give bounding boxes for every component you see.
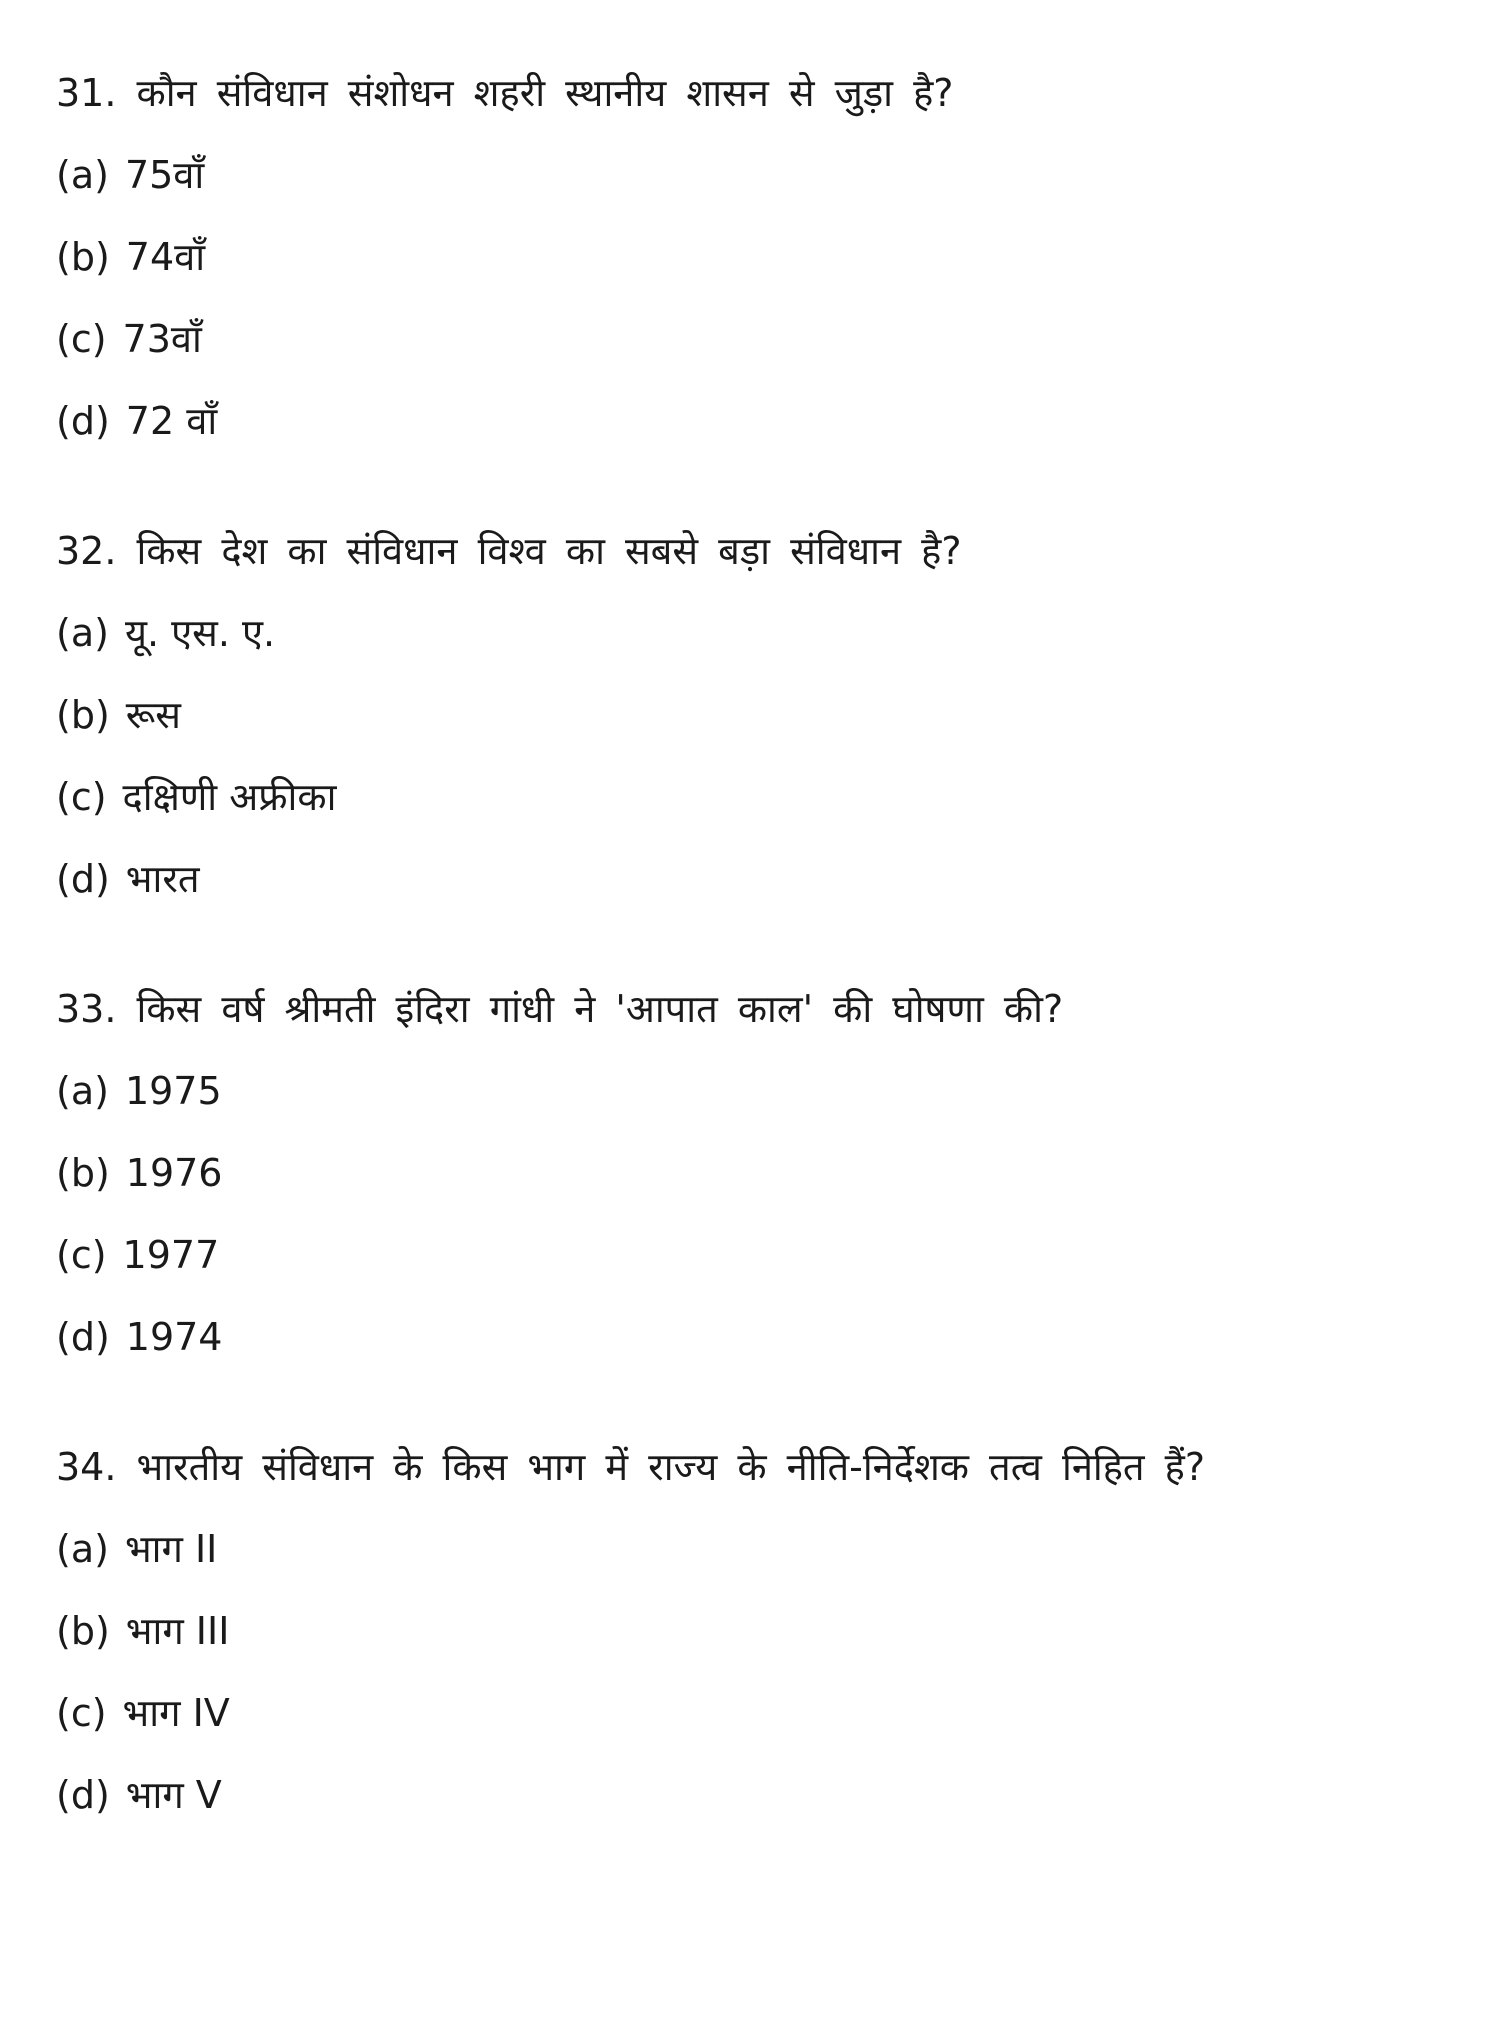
option-b <box>56 1150 1476 1196</box>
option-list <box>56 1526 1476 1818</box>
question-text <box>56 1444 1476 1490</box>
option-list <box>56 1068 1476 1360</box>
option-letter: (c) <box>56 775 107 819</box>
option-b <box>56 234 1476 280</box>
option-letter: (b) <box>56 693 110 737</box>
option-a <box>56 152 1476 198</box>
option-letter: (a) <box>56 1069 109 1113</box>
question-sheet <box>56 70 1476 1902</box>
option-d <box>56 856 1476 902</box>
option-text: 1975 <box>124 1069 222 1113</box>
option-text: भाग V <box>125 1773 222 1817</box>
option-b <box>56 692 1476 738</box>
option-a <box>56 1526 1476 1572</box>
option-text: 1976 <box>125 1151 223 1195</box>
question-number: 31. <box>56 71 117 115</box>
option-letter: (c) <box>56 1691 107 1735</box>
option-b <box>56 1608 1476 1654</box>
question-number: 32. <box>56 529 117 573</box>
option-text: 1977 <box>122 1233 220 1277</box>
option-text: 75वाँ <box>124 153 205 197</box>
option-text: दक्षिणी अफ्रीका <box>122 775 337 819</box>
question-stem: कौन संविधान संशोधन शहरी स्थानीय शासन से जुड़ा है? <box>136 71 954 115</box>
option-text: भारत <box>125 857 200 901</box>
option-c <box>56 1690 1476 1736</box>
option-letter: (b) <box>56 235 110 279</box>
option-d <box>56 398 1476 444</box>
option-text: रूस <box>125 693 181 737</box>
question-31 <box>56 70 1476 444</box>
option-text: 73वाँ <box>122 317 202 361</box>
option-c <box>56 316 1476 362</box>
question-34 <box>56 1444 1476 1818</box>
option-list <box>56 152 1476 444</box>
option-c <box>56 1232 1476 1278</box>
option-letter: (c) <box>56 317 107 361</box>
question-text <box>56 528 1476 574</box>
option-letter: (c) <box>56 1233 107 1277</box>
option-letter: (a) <box>56 1527 109 1571</box>
question-stem: किस देश का संविधान विश्व का सबसे बड़ा संविधान है? <box>136 529 962 573</box>
option-text: यू. एस. ए. <box>124 611 276 655</box>
option-text: 1974 <box>125 1315 223 1359</box>
option-text: भाग IV <box>122 1691 230 1735</box>
option-letter: (b) <box>56 1609 110 1653</box>
question-number: 33. <box>56 987 117 1031</box>
option-a <box>56 610 1476 656</box>
option-letter: (d) <box>56 857 110 901</box>
option-text: भाग III <box>125 1609 230 1653</box>
option-letter: (d) <box>56 1315 110 1359</box>
option-d <box>56 1314 1476 1360</box>
question-number: 34. <box>56 1445 117 1489</box>
option-d <box>56 1772 1476 1818</box>
question-text <box>56 986 1476 1032</box>
question-stem: किस वर्ष श्रीमती इंदिरा गांधी ने 'आपात काल' की घोषणा की? <box>136 987 1064 1031</box>
option-letter: (d) <box>56 399 110 443</box>
option-c <box>56 774 1476 820</box>
question-33 <box>56 986 1476 1360</box>
option-a <box>56 1068 1476 1114</box>
option-letter: (b) <box>56 1151 110 1195</box>
option-text: 74वाँ <box>125 235 206 279</box>
option-letter: (a) <box>56 611 109 655</box>
question-stem: भारतीय संविधान के किस भाग में राज्य के नीति-निर्देशक तत्व निहित हैं? <box>136 1445 1206 1489</box>
question-text <box>56 70 1476 116</box>
option-letter: (a) <box>56 153 109 197</box>
option-text: 72 वाँ <box>125 399 218 443</box>
option-list <box>56 610 1476 902</box>
question-32 <box>56 528 1476 902</box>
option-text: भाग II <box>124 1527 218 1571</box>
option-letter: (d) <box>56 1773 110 1817</box>
